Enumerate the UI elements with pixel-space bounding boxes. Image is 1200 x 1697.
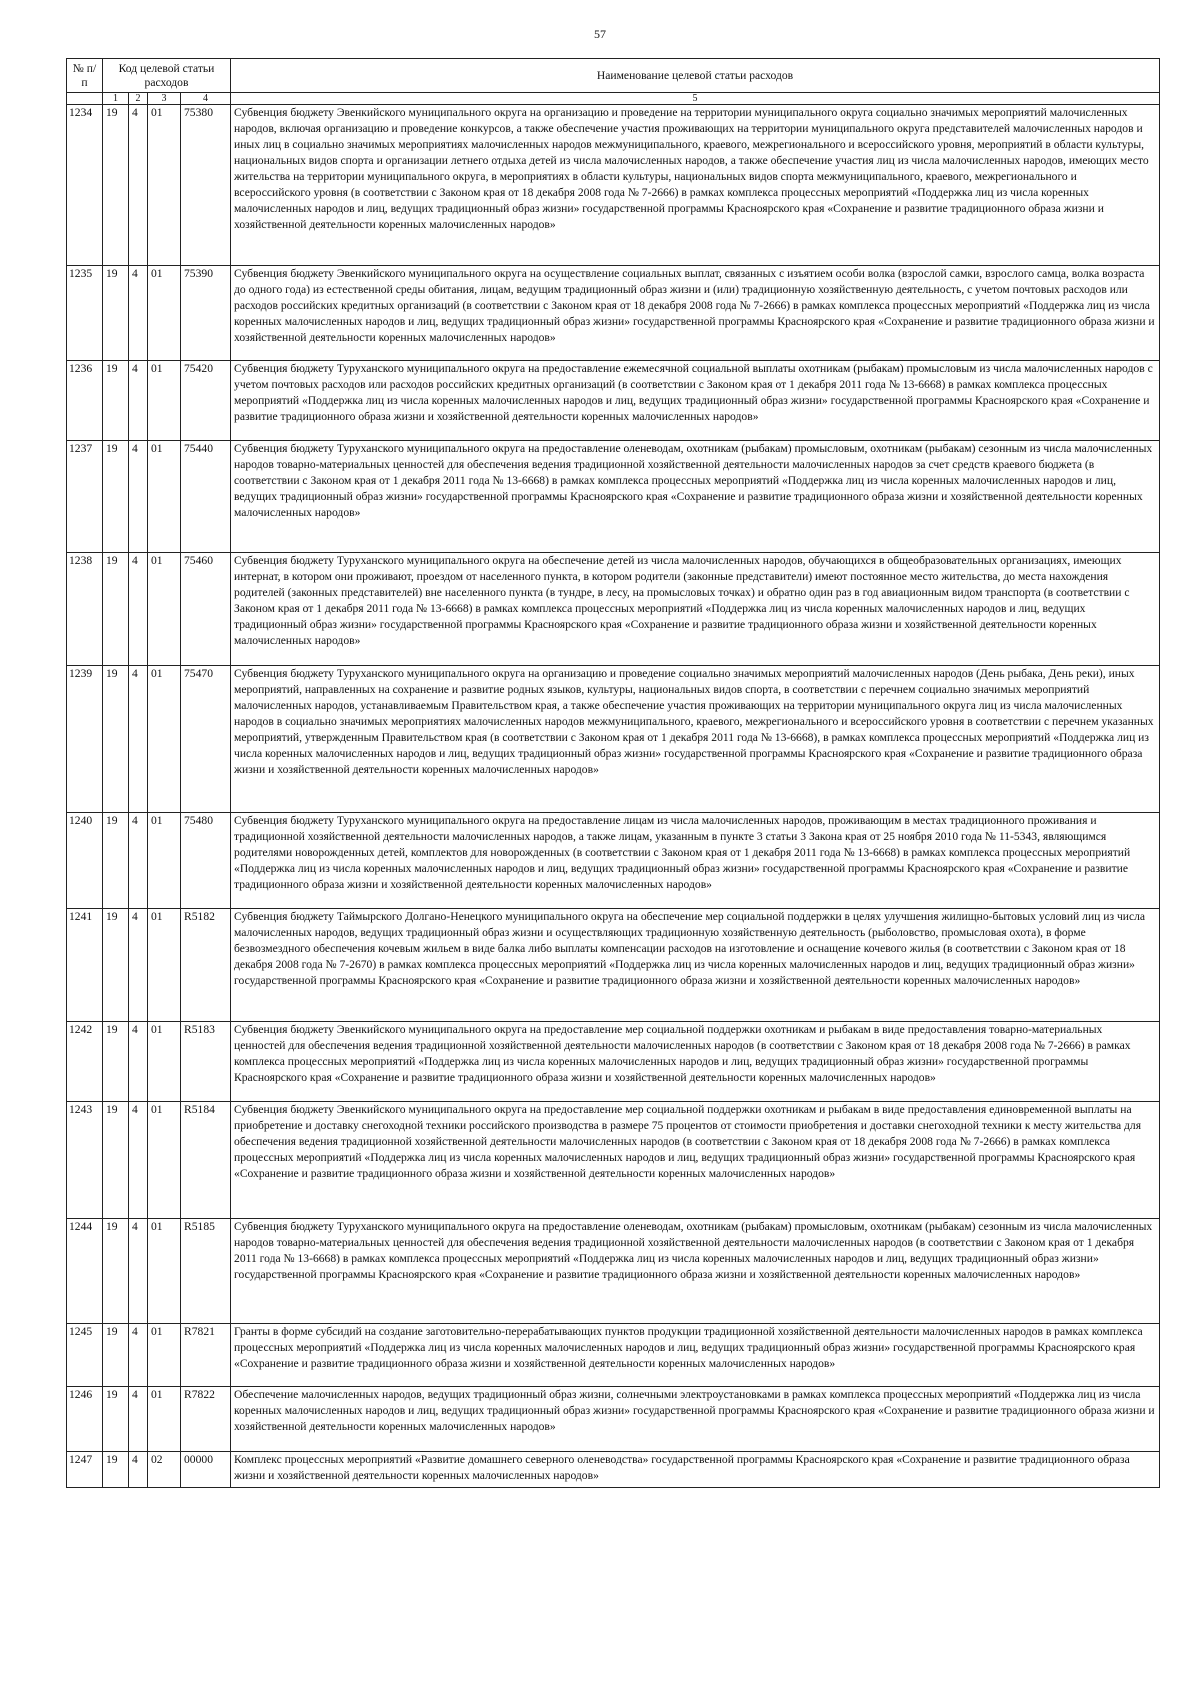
code-part-3: 01 [148, 1387, 181, 1452]
table-row [67, 1022, 1160, 1102]
code-part-3: 01 [148, 1324, 181, 1387]
code-part-4: R5184 [181, 1102, 231, 1219]
row-number: 1239 [67, 666, 103, 813]
row-description: Гранты в форме субсидий на создание заготовительно-перерабатывающих пунктов продукции традиционной хозяйственной деятельности малочисленных народов в рамках комплекса процессных мероприятий «Поддержка лиц из числа коренных малочисленных народов и лиц, ведущих традиционный образ жизни» государственной программы Красноярского края «Сохранение и развитие традиционного образа жизни и хозяйственной деятельности коренных малочисленных народов» [231, 1324, 1160, 1387]
code-part-4: 75390 [181, 266, 231, 361]
code-part-4: 75420 [181, 361, 231, 441]
header-code-group: Код целевой статьи расходов [103, 59, 231, 93]
row-description: Субвенция бюджету Туруханского муниципального округа на предоставление оленеводам, охотникам (рыбакам) промысловым, охотникам (рыбакам) сезонным из числа малочисленных народов товарно-материальных ценностей для обеспечения ведения традиционной хозяйственной деятельности малочисленных народов за счет средств краевого бюджета (в соответствии с Законом края от 1 декабря 2011 года № 13-6668) в рамках комплекса процессных мероприятий «Поддержка лиц из числа коренных малочисленных народов и лиц, ведущих традиционный образ жизни» государственной программы Красноярского края «Сохранение и развитие традиционного образа жизни и хозяйственной деятельности коренных малочисленных народов» [231, 441, 1160, 553]
code-part-2: 4 [129, 1022, 148, 1102]
row-number: 1236 [67, 361, 103, 441]
code-part-3: 01 [148, 1102, 181, 1219]
row-number: 1238 [67, 553, 103, 666]
row-description: Обеспечение малочисленных народов, ведущих традиционный образ жизни, солнечными электроустановками в рамках комплекса процессных мероприятий «Поддержка лиц из числа коренных малочисленных народов и лиц, ведущих традиционный образ жизни» государственной программы Красноярского края «Сохранение и развитие традиционного образа жизни и хозяйственной деятельности коренных малочисленных народов» [231, 1387, 1160, 1452]
code-part-4: R7821 [181, 1324, 231, 1387]
row-description: Субвенция бюджету Эвенкийского муниципального округа на осуществление социальных выплат, связанных с изъятием особи волка (взрослой самки, взрослого самца, волка возраста до одного года) из естественной среды обитания, лицам, ведущим традиционный образ жизни и (или) традиционную хозяйственную деятельность, с учетом почтовых расходов или расходов российских кредитных организаций (в соответствии с Законом края от 18 декабря 2008 года № 7-2666) в рамках комплекса процессных мероприятий «Поддержка лиц из числа коренных малочисленных народов и лиц, ведущих традиционный образ жизни» государственной программы Красноярского края «Сохранение и развитие традиционного образа жизни и хозяйственной деятельности коренных малочисленных народов» [231, 266, 1160, 361]
row-number: 1242 [67, 1022, 103, 1102]
code-part-1: 19 [103, 813, 129, 909]
code-part-3: 01 [148, 666, 181, 813]
row-number: 1237 [67, 441, 103, 553]
code-part-1: 19 [103, 1387, 129, 1452]
table-row [67, 1219, 1160, 1324]
expense-items-table [66, 58, 1160, 1488]
header-index-1: 1 [103, 93, 129, 105]
table-row [67, 909, 1160, 1022]
code-part-2: 4 [129, 909, 148, 1022]
code-part-4: R5185 [181, 1219, 231, 1324]
code-part-2: 4 [129, 361, 148, 441]
row-number: 1247 [67, 1452, 103, 1488]
code-part-2: 4 [129, 105, 148, 266]
row-number: 1244 [67, 1219, 103, 1324]
table-row [67, 441, 1160, 553]
code-part-4: 00000 [181, 1452, 231, 1488]
code-part-4: 75380 [181, 105, 231, 266]
table-body [67, 105, 1160, 1488]
code-part-3: 01 [148, 1022, 181, 1102]
code-part-1: 19 [103, 1452, 129, 1488]
header-index-4: 4 [181, 93, 231, 105]
code-part-3: 01 [148, 105, 181, 266]
code-part-4: R7822 [181, 1387, 231, 1452]
row-number: 1241 [67, 909, 103, 1022]
code-part-4: R5182 [181, 909, 231, 1022]
table-row [67, 105, 1160, 266]
code-part-3: 02 [148, 1452, 181, 1488]
table-row [67, 1102, 1160, 1219]
row-number: 1245 [67, 1324, 103, 1387]
code-part-2: 4 [129, 666, 148, 813]
row-number: 1240 [67, 813, 103, 909]
code-part-2: 4 [129, 1387, 148, 1452]
code-part-4: R5183 [181, 1022, 231, 1102]
code-part-1: 19 [103, 1102, 129, 1219]
table-row [67, 553, 1160, 666]
code-part-2: 4 [129, 1324, 148, 1387]
code-part-3: 01 [148, 813, 181, 909]
row-description: Субвенция бюджету Эвенкийского муниципального округа на предоставление мер социальной поддержки охотникам и рыбакам в виде предоставления товарно-материальных ценностей для обеспечения ведения традиционной хозяйственной деятельности малочисленных народов (в соответствии с Законом края от 18 декабря 2008 года № 7-2666) в рамках комплекса процессных мероприятий «Поддержка лиц из числа коренных малочисленных народов и лиц, ведущих традиционный образ жизни» государственной программы Красноярского края «Сохранение и развитие традиционного образа жизни и хозяйственной деятельности коренных малочисленных народов» [231, 1022, 1160, 1102]
page-number: 57 [594, 27, 606, 41]
row-number: 1234 [67, 105, 103, 266]
code-part-2: 4 [129, 1219, 148, 1324]
row-description: Субвенция бюджету Туруханского муниципального округа на предоставление ежемесячной социальной выплаты охотникам (рыбакам) промысловым из числа малочисленных народов с учетом почтовых расходов или расходов российских кредитных организаций (в соответствии с Законом края от 1 декабря 2011 года № 13-6668) в рамках комплекса процессных мероприятий «Поддержка лиц из числа коренных малочисленных народов и лиц, ведущих традиционный образ жизни» государственной программы Красноярского края «Сохранение и развитие традиционного образа жизни и хозяйственной деятельности коренных малочисленных народов» [231, 361, 1160, 441]
header-name: Наименование целевой статьи расходов [231, 59, 1160, 93]
code-part-1: 19 [103, 553, 129, 666]
header-index-5: 5 [231, 93, 1160, 105]
code-part-3: 01 [148, 553, 181, 666]
row-number: 1235 [67, 266, 103, 361]
row-description: Субвенция бюджету Туруханского муниципального округа на организацию и проведение социально значимых мероприятий малочисленных народов (День рыбака, День реки), иных мероприятий, направленных на сохранение и развитие родных языков, культуры, национальных видов спорта, в соответствии с перечнем социально значимых мероприятий малочисленных народов, устанавливаемым Правительством края, а также обеспечение участия проживающих на территории муниципального округа лиц из числа малочисленных народов в социально значимых мероприятиях малочисленных народов межмуниципального, краевого, межрегионального и всероссийского уровня в соответствии с перечнем указанных мероприятий, утвержденным Правительством края (в соответствии с Законом края от 1 декабря 2011 года № 13-6668), в рамках комплекса процессных мероприятий «Поддержка лиц из числа коренных малочисленных народов и лиц, ведущих традиционный образ жизни» государственной программы Красноярского края «Сохранение и развитие традиционного образа жизни и хозяйственной деятельности коренных малочисленных народов» [231, 666, 1160, 813]
row-description: Субвенция бюджету Туруханского муниципального округа на предоставление оленеводам, охотникам (рыбакам) промысловым, охотникам (рыбакам) сезонным из числа малочисленных народов товарно-материальных ценностей для обеспечения ведения традиционной хозяйственной деятельности малочисленных народов (в соответствии с Законом края от 1 декабря 2011 года № 13-6668) в рамках комплекса процессных мероприятий «Поддержка лиц из числа коренных малочисленных народов и лиц, ведущих традиционный образ жизни» государственной программы Красноярского края «Сохранение и развитие традиционного образа жизни и хозяйственной деятельности коренных малочисленных народов» [231, 1219, 1160, 1324]
code-part-1: 19 [103, 105, 129, 266]
code-part-3: 01 [148, 1219, 181, 1324]
code-part-3: 01 [148, 441, 181, 553]
row-number: 1246 [67, 1387, 103, 1452]
code-part-2: 4 [129, 441, 148, 553]
table-row [67, 1452, 1160, 1488]
code-part-4: 75460 [181, 553, 231, 666]
row-description: Субвенция бюджету Туруханского муниципального округа на предоставление лицам из числа малочисленных народов, проживающим в местах традиционного проживания и традиционной хозяйственной деятельности малочисленных народов, а также лицам, указанным в пункте 3 статьи 3 Закона края от 25 ноября 2010 года № 11-5343, являющимся родителями новорожденных детей, комплектов для новорожденных (в соответствии с Законом края от 1 декабря 2011 года № 13-6668) в рамках комплекса процессных мероприятий «Поддержка лиц из числа коренных малочисленных народов и лиц, ведущих традиционный образ жизни» государственной программы Красноярского края «Сохранение и развитие традиционного образа жизни и хозяйственной деятельности коренных малочисленных народов» [231, 813, 1160, 909]
table-row [67, 361, 1160, 441]
table-row [67, 813, 1160, 909]
code-part-3: 01 [148, 361, 181, 441]
header-index-blank [67, 93, 103, 105]
code-part-2: 4 [129, 813, 148, 909]
code-part-1: 19 [103, 1324, 129, 1387]
code-part-2: 4 [129, 266, 148, 361]
table-row [67, 1387, 1160, 1452]
code-part-3: 01 [148, 266, 181, 361]
code-part-1: 19 [103, 266, 129, 361]
header-index-2: 2 [129, 93, 148, 105]
code-part-2: 4 [129, 553, 148, 666]
table-row [67, 266, 1160, 361]
code-part-1: 19 [103, 1022, 129, 1102]
code-part-1: 19 [103, 666, 129, 813]
code-part-2: 4 [129, 1102, 148, 1219]
table-row [67, 666, 1160, 813]
code-part-4: 75480 [181, 813, 231, 909]
row-description: Комплекс процессных мероприятий «Развитие домашнего северного оленеводства» государственной программы Красноярского края «Сохранение и развитие традиционного образа жизни и хозяйственной деятельности коренных малочисленных народов» [231, 1452, 1160, 1488]
row-description: Субвенция бюджету Эвенкийского муниципального округа на предоставление мер социальной поддержки охотникам и рыбакам в виде предоставления единовременной выплаты на приобретение и доставку снегоходной техники российского производства в размере 75 процентов от стоимости приобретения и доставки снегоходной техники к месту жительства для обеспечения ведения традиционной хозяйственной деятельности малочисленных народов (в соответствии с Законом края от 18 декабря 2008 года № 7-2666) в рамках комплекса процессных мероприятий «Поддержка лиц из числа коренных малочисленных народов и лиц, ведущих традиционный образ жизни» государственной программы Красноярского края «Сохранение и развитие традиционного образа жизни и хозяйственной деятельности коренных малочисленных народов» [231, 1102, 1160, 1219]
row-description: Субвенция бюджету Эвенкийского муниципального округа на организацию и проведение на территории муниципального округа социально значимых мероприятий малочисленных народов, включая организацию и проведение конкурсов, а также обеспечение участия проживающих на территории муниципального округа представителей малочисленных народов и иных лиц в социально значимых мероприятиях малочисленных народов межмуниципального, краевого, межрегионального и всероссийского уровня, мероприятий в области культуры, национальных видов спорта и организации летнего отдыха детей из числа малочисленных народов, а также обеспечение участия лиц из числа малочисленных народов, имеющих место жительства на территории муниципального округа, в мероприятиях в области культуры, национальных видов спорта межмуниципального, краевого, межрегионального и всероссийского уровня (в соответствии с Законом края от 18 декабря 2008 года № 7-2666) в рамках комплекса процессных мероприятий «Поддержка лиц из числа коренных малочисленных народов и лиц, ведущих традиционный образ жизни» государственной программы Красноярского края «Сохранение и развитие традиционного образа жизни и хозяйственной деятельности коренных малочисленных народов» [231, 105, 1160, 266]
row-description: Субвенция бюджету Туруханского муниципального округа на обеспечение детей из числа малочисленных народов, обучающихся в общеобразовательных организациях, имеющих интернат, в котором они проживают, проездом от населенного пункта, в котором родители (законные представители) имеют постоянное место жительства, до места нахождения родителей (законных представителей) вне населенного пункта (в тундре, в лесу, на промысловых точках) и обратно один раз в год авиационным видом транспорта (в соответствии с Законом края от 1 декабря 2011 года № 13-6668) в рамках комплекса процессных мероприятий «Поддержка лиц из числа коренных малочисленных народов и лиц, ведущих традиционный образ жизни» государственной программы Красноярского края «Сохранение и развитие традиционного образа жизни и хозяйственной деятельности коренных малочисленных народов» [231, 553, 1160, 666]
row-number: 1243 [67, 1102, 103, 1219]
header-row-number: № п/п [67, 59, 103, 93]
code-part-2: 4 [129, 1452, 148, 1488]
code-part-4: 75470 [181, 666, 231, 813]
code-part-1: 19 [103, 361, 129, 441]
table-row [67, 1324, 1160, 1387]
code-part-3: 01 [148, 909, 181, 1022]
row-description: Субвенция бюджету Таймырского Долгано-Ненецкого муниципального округа на обеспечение мер социальной поддержки в целях улучшения жилищно-бытовых условий лиц из числа малочисленных народов, ведущих традиционный образ жизни и осуществляющих традиционную хозяйственную деятельность (рыболовство, промысловая охота), в форме безвозмездного обеспечения кочевым жильем в виде балка либо выплаты компенсации расходов на изготовление и оснащение кочевого жилья (в соответствии с Законом края от 18 декабря 2008 года № 7-2670) в рамках комплекса процессных мероприятий «Поддержка лиц из числа коренных малочисленных народов и лиц, ведущих традиционный образ жизни» государственной программы Красноярского края «Сохранение и развитие традиционного образа жизни и хозяйственной деятельности коренных малочисленных народов» [231, 909, 1160, 1022]
code-part-1: 19 [103, 1219, 129, 1324]
code-part-1: 19 [103, 909, 129, 1022]
header-index-3: 3 [148, 93, 181, 105]
code-part-1: 19 [103, 441, 129, 553]
code-part-4: 75440 [181, 441, 231, 553]
